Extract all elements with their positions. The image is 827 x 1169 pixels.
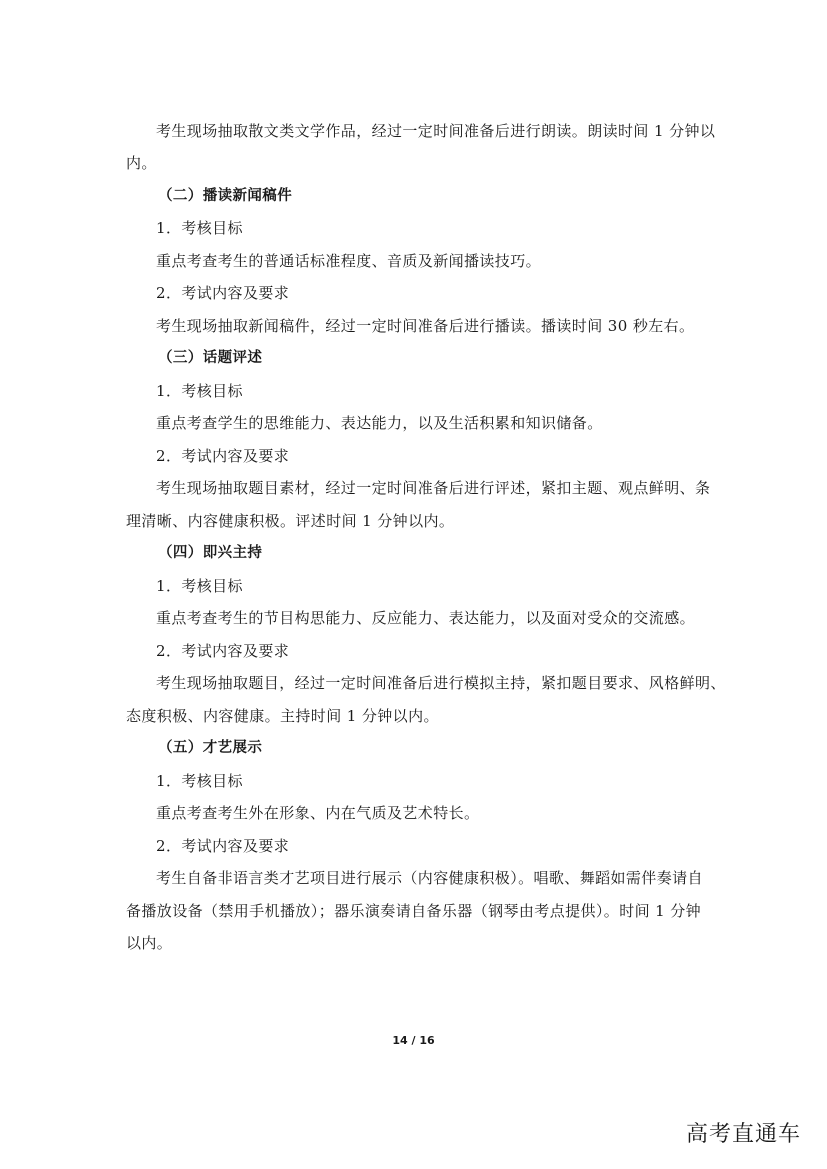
- section-heading-impromptu-hosting: （四）即兴主持: [158, 545, 263, 561]
- paragraph-news-requirements: 考生现场抽取新闻稿件，经过一定时间准备后进行播读。播读时间 30 秒左右。: [156, 317, 695, 335]
- subheading-content-requirements: 2．考试内容及要求: [156, 447, 290, 465]
- subheading-assessment-goal: 1．考核目标: [156, 219, 243, 237]
- paragraph-reading-line-2: 内。: [126, 154, 157, 172]
- watermark-logo-text: 高考直通车: [685, 1122, 801, 1147]
- paragraph-talent-requirements-line-3: 以内。: [126, 934, 173, 952]
- paragraph-talent-requirements-line-1: 考生自备非语言类才艺项目进行展示（内容健康积极）。唱歌、舞蹈如需伴奏请自: [156, 869, 703, 887]
- paragraph-reading-line-1: 考生现场抽取散文类文学作品，经过一定时间准备后进行朗读。朗读时间 1 分钟以: [156, 122, 716, 140]
- subheading-assessment-goal: 1．考核目标: [156, 577, 243, 595]
- subheading-content-requirements: 2．考试内容及要求: [156, 284, 290, 302]
- paragraph-news-goal: 重点考查考生的普通话标准程度、音质及新闻播读技巧。: [156, 252, 542, 270]
- paragraph-commentary-requirements-line-2: 理清晰、内容健康积极。评述时间 1 分钟以内。: [126, 512, 455, 530]
- page-number: 14 / 16: [392, 1034, 435, 1047]
- section-heading-topic-commentary: （三）话题评述: [158, 350, 263, 366]
- section-heading-talent-show: （五）才艺展示: [158, 740, 263, 756]
- subheading-assessment-goal: 1．考核目标: [156, 382, 243, 400]
- paragraph-commentary-requirements-line-1: 考生现场抽取题目素材，经过一定时间准备后进行评述，紧扣主题、观点鲜明、条: [156, 479, 711, 497]
- subheading-content-requirements: 2．考试内容及要求: [156, 837, 290, 855]
- subheading-content-requirements: 2．考试内容及要求: [156, 642, 290, 660]
- paragraph-talent-requirements-line-2: 备播放设备（禁用手机播放）；器乐演奏请自备乐器（钢琴由考点提供）。时间 1 分钟: [126, 902, 702, 920]
- paragraph-hosting-requirements-line-2: 态度积极、内容健康。主持时间 1 分钟以内。: [126, 707, 439, 725]
- paragraph-talent-goal: 重点考查考生外在形象、内在气质及艺术特长。: [156, 804, 480, 822]
- subheading-assessment-goal: 1．考核目标: [156, 772, 243, 790]
- section-heading-news-reading: （二）播读新闻稿件: [158, 188, 293, 204]
- paragraph-commentary-goal: 重点考查学生的思维能力、表达能力，以及生活积累和知识储备。: [156, 414, 603, 432]
- paragraph-hosting-goal: 重点考查考生的节目构思能力、反应能力、表达能力，以及面对受众的交流感。: [156, 609, 696, 627]
- paragraph-hosting-requirements-line-1: 考生现场抽取题目，经过一定时间准备后进行模拟主持，紧扣题目要求、风格鲜明、: [156, 674, 726, 692]
